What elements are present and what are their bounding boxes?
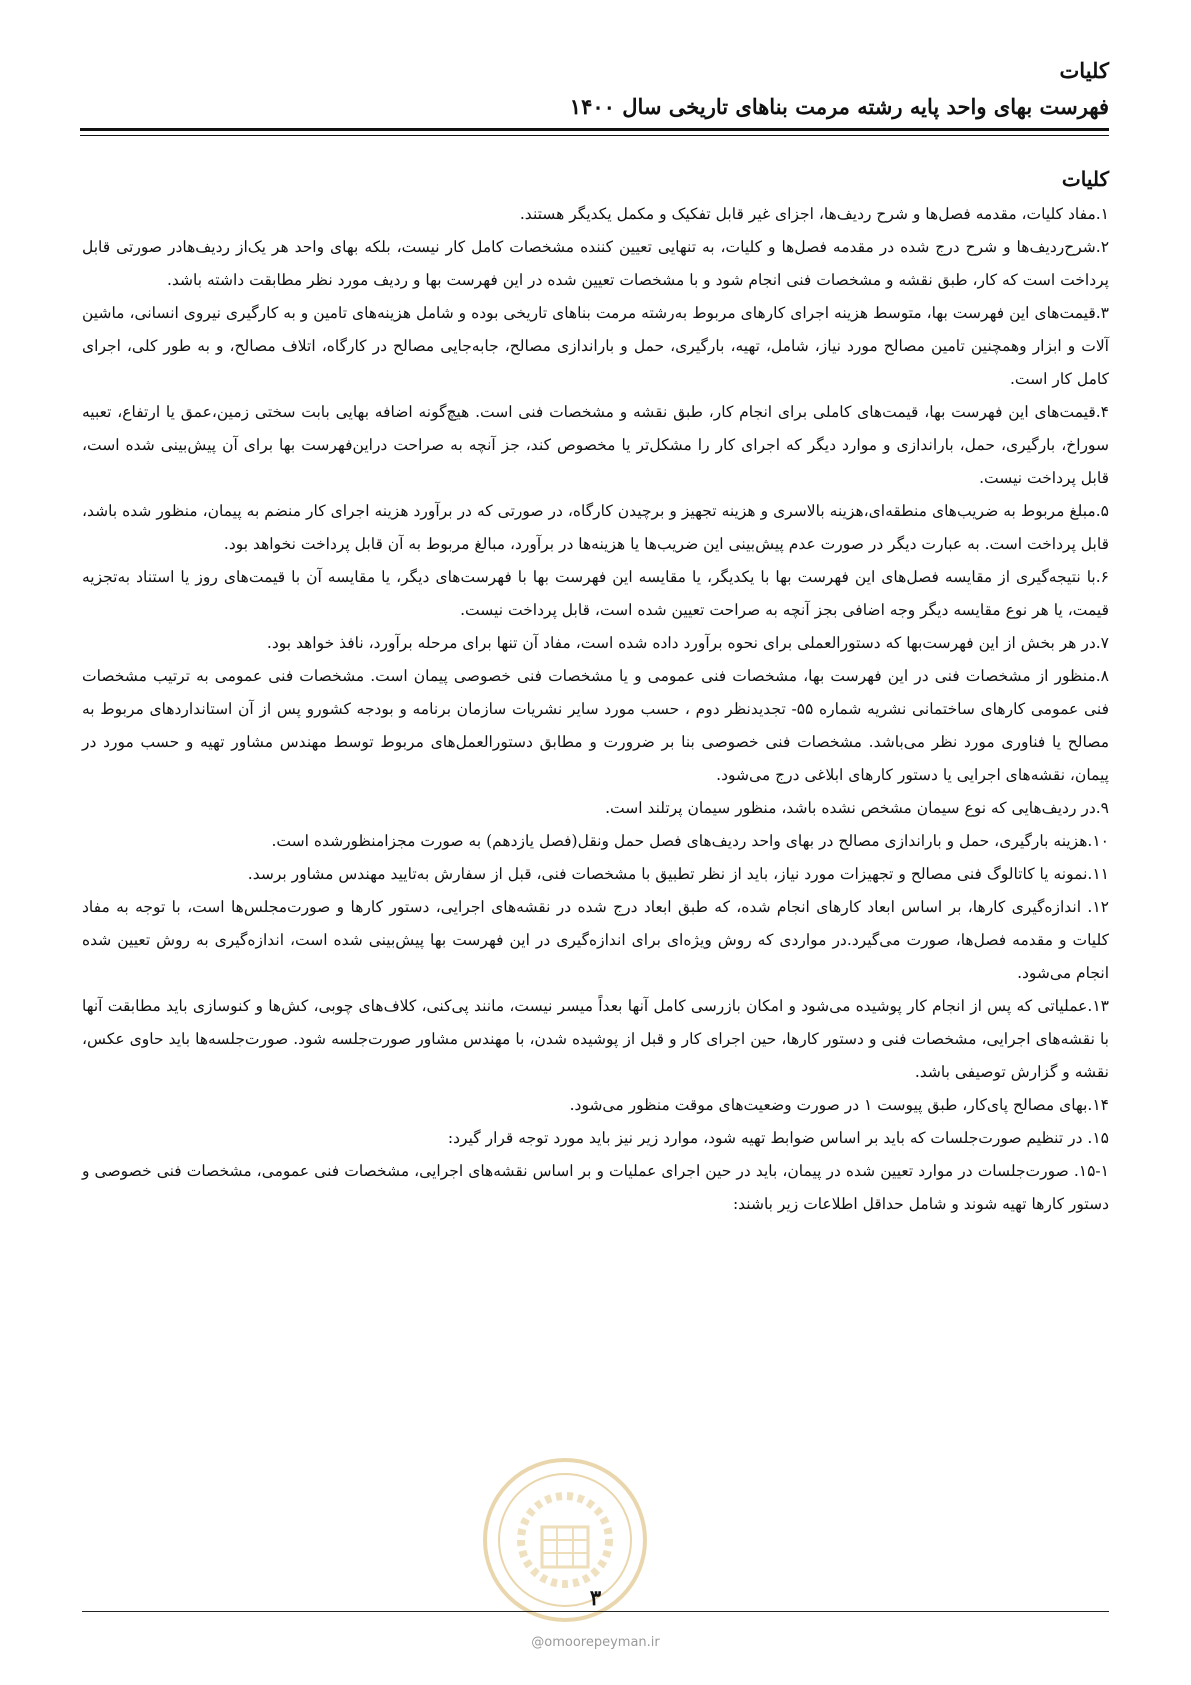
- page-number: ۳: [589, 1585, 602, 1610]
- section-title: کلیات: [1061, 167, 1109, 191]
- paragraph-4: ۴.قیمت‌های این فهرست بها، قیمت‌های کاملی برای انجام کار، طبق نقشه و مشخصات فنی است. هیچ‌گونه اضافه بهایی بابت سختی زمین،عمق یا ارتفاع، تعبیه سوراخ، بارگیری، حمل، باراندازی و موارد دیگر که اجرای کار را مشکل‌تر یا مخصوص کند، جز آنچه به صراحت دراین‌فهرست بها برای آن پیش‌بینی شده است، قابل پرداخت نیست.: [82, 403, 1109, 487]
- footer-rule: [82, 1611, 1109, 1612]
- paragraph-12: ۱۲. اندازه‌گیری کارها، بر اساس ابعاد کارهای انجام شده، که طبق ابعاد درج شده در نقشه‌های اجرایی، دستور کارها و صورت‌مجلس‌ها است، با توجه به مفاد کلیات و مقدمه فصل‌ها، صورت می‌گیرد.در مواردی که روش ویژه‌ای برای اندازه‌گیری در این فهرست بها پیش‌بینی شده است، اندازه‌گیری به روش تعیین شده انجام می‌شود.: [82, 898, 1109, 982]
- paragraph-2: ۲.شرح‌ردیف‌ها و شرح درج شده در مقدمه فصل‌ها و کلیات، به تنهایی تعیین کننده مشخصات کامل کار نیست، بلکه بهای واحد هر یک‌از ردیف‌هادر صورتی قابل پرداخت است که کار، طبق نقشه و مشخصات فنی انجام شود و با مشخصات تعیین شده در این فهرست بها و ردیف مورد نظر مطابقت داشته باشد.: [82, 238, 1110, 289]
- paragraph-1: ۱.مفاد کلیات، مقدمه فصل‌ها و شرح ردیف‌ها، اجزای غیر قابل تفکیک و مکمل یکدیگر هستند.: [519, 205, 1109, 223]
- watermark-url: @omoorepeyman.ir: [531, 1635, 660, 1650]
- paragraph-5: ۵.مبلغ مربوط به ضریب‌های منطقه‌ای،هزینه بالاسری و هزینه تجهیز و برچیدن کارگاه، در صورتی که در برآورد هزینه اجرای کار منضم به پیمان، منظور شده باشد، قابل پرداخت است. به عبارت دیگر در صورت عدم پیش‌بینی این ضریب‌ها یا هزینه‌ها در برآورد، مبالغ مربوط به آن قابل پرداخت نخواهد بود.: [82, 502, 1109, 553]
- paragraph-6: ۶.با نتیجه‌گیری از مقایسه فصل‌های این فهرست بها با یکدیگر، یا مقایسه این فهرست بها با فهرست‌های دیگر، یا مقایسه آن با قیمت‌های روز یا استناد به‌تجزیه قیمت، یا هر نوع مقایسه دیگر وجه اضافی بجز آنچه به صراحت تعیین شده است، قابل پرداخت نیست.: [82, 568, 1109, 619]
- header-rule-thick: [80, 128, 1109, 131]
- paragraph-11: ۱۱.نمونه یا کاتالوگ فنی مصالح و تجهیزات مورد نیاز، باید از نظر تطبیق با مشخصات فنی، قبل از سفارش به‌تایید مهندس مشاور برسد.: [247, 865, 1109, 883]
- paragraph-15: ۱۵. در تنظیم صورت‌جلسات که باید بر اساس ضوابط تهیه شود، موارد زیر نیز باید مورد توجه قرار گیرد:: [447, 1129, 1109, 1147]
- paragraph-9: ۹.در ردیف‌هایی که نوع سیمان مشخص نشده باشد، منظور سیمان پرتلند است.: [605, 799, 1109, 817]
- header-rule-thin: [80, 135, 1109, 136]
- paragraph-7: ۷.در هر بخش از این فهرست‌بها که دستورالعملی برای نحوه برآورد داده شده است، مفاد آن تنها برای مرحله برآورد، نافذ خواهد بود.: [266, 634, 1109, 652]
- header-section-title: کلیات: [1059, 58, 1109, 83]
- paragraph-10: ۱۰.هزینه بارگیری، حمل و باراندازی مصالح در بهای واحد ردیف‌های فصل حمل ونقل(فصل یازدهم) به صورت مجزامنظورشده است.: [271, 832, 1109, 850]
- header-document-title: فهرست بهای واحد پایه رشته مرمت بناهای تاریخی سال ۱۴۰۰: [569, 94, 1109, 119]
- paragraph-14: ۱۴.بهای مصالح پای‌کار، طبق پیوست ۱ در صورت وضعیت‌های موقت منظور می‌شود.: [569, 1096, 1109, 1114]
- paragraph-13: ۱۳.عملیاتی که پس از انجام کار پوشیده می‌شود و امکان بازرسی کامل آنها بعداً میسر نیست، مانند پی‌کنی، کلاف‌های چوبی، کش‌ها و کنوسازی باید مطابقت آنها با نقشه‌های اجرایی، مشخصات فنی و دستور کارها، حین اجرای کار و قبل از پوشیده شدن، با مهندس مشاور صورت‌جلسه شود. صورت‌جلسه‌ها باید حاوی عکس، نقشه و گزارش توصیفی باشد.: [82, 997, 1109, 1081]
- paragraph-8: ۸.منظور از مشخصات فنی در این فهرست بها، مشخصات فنی عمومی و یا مشخصات فنی خصوصی پیمان است. مشخصات فنی عمومی به ترتیب مشخصات فنی عمومی کارهای ساختمانی نشریه شماره ۵۵- تجدیدنظر دوم ، حسب مورد سایر نشریات سازمان برنامه و بودجه کشورو پس از آن استانداردهای مربوط به مصالح یا فناوری مورد نظر می‌باشد. مشخصات فنی خصوصی بنا بر ضرورت و مطابق دستورالعمل‌های مربوط توسط مهندس مشاور تهیه و حسب مورد در پیمان، نقشه‌های اجرایی یا دستور کارهای ابلاغی درج می‌شود.: [82, 667, 1109, 784]
- document-body: [82, 164, 1109, 1221]
- paragraph-3: ۳.قیمت‌های این فهرست بها، متوسط هزینه اجرای کارهای مربوط به‌رشته مرمت بناهای تاریخی بوده و شامل هزینه‌های تامین و به کارگیری نیروی انسانی، ماشین آلات و ابزار وهمچنین تامین مصالح مورد نیاز، شامل، تهیه، بارگیری، حمل و باراندازی مصالح، جابه‌جایی مصالح در کارگاه، اتلاف مصالح، و به طور کلی، اجرای کامل کار است.: [82, 304, 1109, 388]
- paragraph-15-1: ۱۵-۱. صورت‌جلسات در موارد تعیین شده در پیمان، باید در حین اجرای عملیات و بر اساس نقشه‌های اجرایی، مشخصات فنی عمومی، مشخصات فنی خصوصی و دستور کارها تهیه شوند و شامل حداقل اطلاعات زیر باشند:: [82, 1162, 1109, 1213]
